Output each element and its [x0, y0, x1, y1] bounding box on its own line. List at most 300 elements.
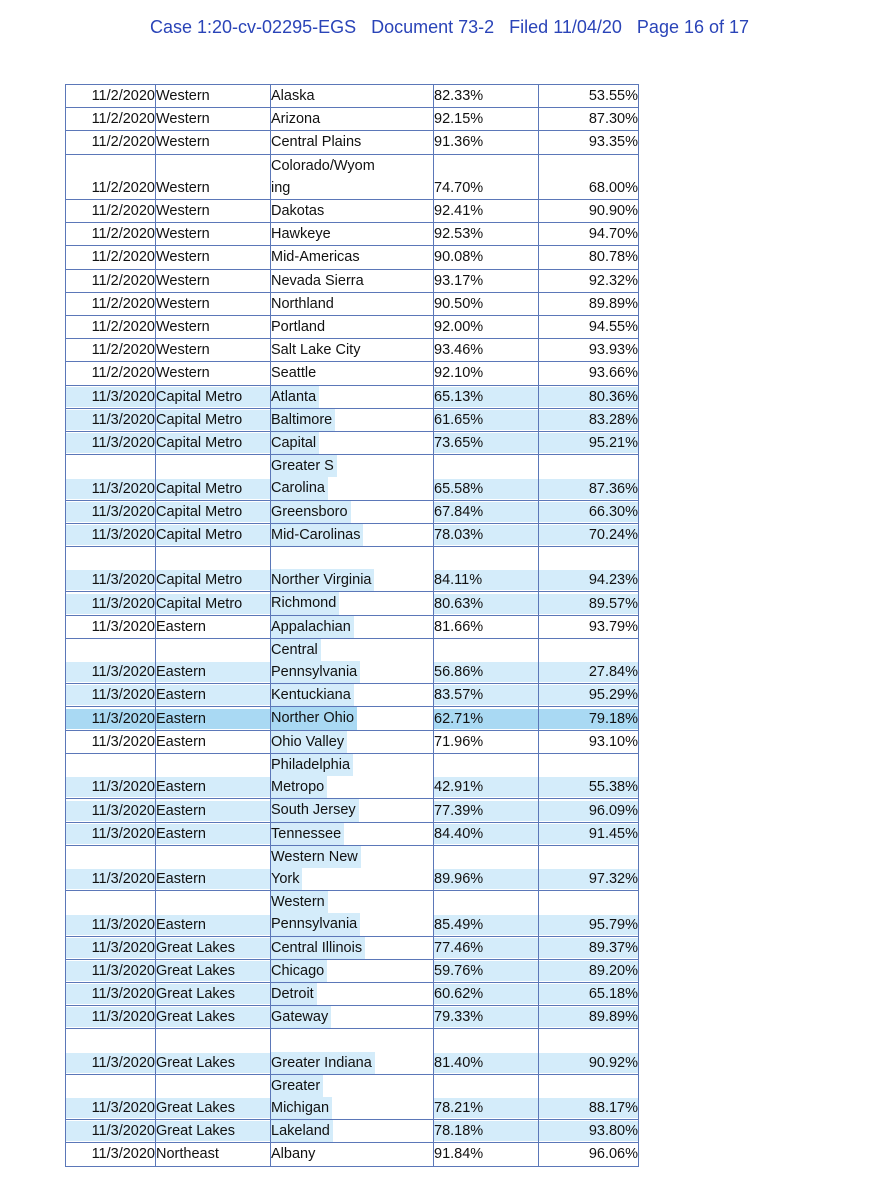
district-cell	[271, 638, 434, 683]
table-row	[66, 753, 639, 798]
district-line: Norther Virginia	[271, 569, 374, 591]
district-line: Mid-Carolinas	[271, 524, 363, 546]
district-line: Nevada Sierra	[271, 272, 364, 289]
cell-text: 11/3/2020	[66, 984, 155, 1004]
area-cell	[156, 799, 271, 822]
district-line: Alaska	[271, 88, 315, 104]
table-row	[66, 592, 639, 615]
cell-text: 89.96%	[434, 869, 538, 889]
percent-1-cell: 93.46%	[434, 339, 539, 362]
percent-1-cell	[434, 408, 539, 431]
district-cell	[271, 246, 434, 269]
area-cell	[156, 707, 271, 730]
area-cell: Western	[156, 339, 271, 362]
cell-text: 89.20%	[539, 961, 638, 981]
percent-2-cell	[539, 822, 639, 845]
cell-text: 67.84%	[434, 502, 538, 522]
cell-text: Great Lakes	[156, 1121, 270, 1141]
date-cell: 11/2/2020	[66, 362, 156, 385]
district-line: Chicago	[271, 960, 327, 982]
percent-2-cell	[539, 638, 639, 683]
cell-text: 97.32%	[539, 869, 638, 889]
cell-text: 11/3/2020	[66, 709, 155, 729]
date-cell	[66, 1029, 156, 1074]
percent-1-cell	[434, 707, 539, 730]
district-line: Pennsylvania	[271, 913, 360, 935]
date-cell	[66, 547, 156, 592]
percent-1-cell: 90.08%	[434, 246, 539, 269]
percent-1-cell	[434, 432, 539, 455]
percent-2-cell	[539, 432, 639, 455]
district-cell	[271, 730, 434, 753]
district-line: Arizona	[271, 111, 321, 128]
date-cell: 11/3/2020	[66, 615, 156, 638]
district-cell	[271, 85, 434, 108]
cell-text: 11/3/2020	[66, 479, 155, 499]
date-cell	[66, 891, 156, 936]
area-cell	[156, 982, 271, 1005]
percent-2-cell: 93.35%	[539, 131, 639, 154]
percent-2-cell: 89.89%	[539, 292, 639, 315]
area-cell: Western	[156, 362, 271, 385]
district-line: Lakeland	[271, 1120, 333, 1142]
district-line: Portland	[271, 319, 326, 336]
table-row	[66, 1074, 639, 1119]
date-cell: 11/2/2020	[66, 246, 156, 269]
cell-text: Eastern	[156, 709, 270, 729]
district-cell	[271, 707, 434, 730]
date-cell	[66, 408, 156, 431]
date-cell	[66, 592, 156, 615]
date-cell	[66, 707, 156, 730]
date-cell	[66, 1120, 156, 1143]
area-cell: Northeast	[156, 1143, 271, 1166]
cell-text: 11/3/2020	[66, 777, 155, 797]
date-cell	[66, 432, 156, 455]
area-cell	[156, 1120, 271, 1143]
district-line: Philadelphia	[271, 754, 353, 776]
percent-2-cell: 68.00%	[539, 154, 639, 199]
cell-text: Great Lakes	[156, 1007, 270, 1027]
district-line: Metropo	[271, 776, 327, 798]
area-cell	[156, 500, 271, 523]
table-row	[66, 684, 639, 707]
district-line: York	[271, 868, 302, 890]
area-cell: Western	[156, 108, 271, 131]
percent-2-cell: 94.70%	[539, 223, 639, 246]
cell-text: 87.36%	[539, 479, 638, 499]
district-cell	[271, 154, 434, 199]
district-line: Greensboro	[271, 501, 351, 523]
cell-text: 11/3/2020	[66, 662, 155, 682]
table-row	[66, 730, 639, 753]
percent-2-cell	[539, 385, 639, 408]
cell-text: 80.63%	[434, 594, 538, 614]
table-row	[66, 200, 639, 223]
district-line: Hawkeye	[271, 226, 331, 243]
percent-2-cell	[539, 707, 639, 730]
district-cell	[271, 592, 434, 615]
date-cell: 11/3/2020	[66, 1143, 156, 1166]
cell-text: 11/3/2020	[66, 801, 155, 821]
cell-text: 77.39%	[434, 801, 538, 821]
percent-1-cell: 91.84%	[434, 1143, 539, 1166]
cell-text: 11/3/2020	[66, 502, 155, 522]
percent-1-cell	[434, 638, 539, 683]
percent-1-cell	[434, 822, 539, 845]
district-cell	[271, 523, 434, 546]
percent-1-cell	[434, 799, 539, 822]
cell-text: 79.18%	[539, 709, 638, 729]
percent-1-cell	[434, 959, 539, 982]
date-cell	[66, 455, 156, 500]
area-cell	[156, 1029, 271, 1074]
cell-text: 11/3/2020	[66, 961, 155, 981]
cell-text: 56.86%	[434, 662, 538, 682]
area-cell	[156, 523, 271, 546]
percent-1-cell	[434, 684, 539, 707]
percent-1-cell: 92.10%	[434, 362, 539, 385]
percent-2-cell: 87.30%	[539, 108, 639, 131]
cell-text: 11/3/2020	[66, 1121, 155, 1141]
percent-2-cell	[539, 500, 639, 523]
cell-text: Eastern	[156, 777, 270, 797]
date-cell: 11/2/2020	[66, 200, 156, 223]
table-row	[66, 362, 639, 385]
cell-text: Capital Metro	[156, 502, 270, 522]
cell-text: Eastern	[156, 662, 270, 682]
district-line: Richmond	[271, 592, 339, 614]
table-row	[66, 959, 639, 982]
district-line: Pennsylvania	[271, 661, 360, 683]
district-cell	[271, 316, 434, 339]
percent-2-cell	[539, 845, 639, 890]
table-row	[66, 638, 639, 683]
district-cell	[271, 1074, 434, 1119]
area-cell	[156, 547, 271, 592]
cell-text: 91.45%	[539, 824, 638, 844]
area-cell: Western	[156, 85, 271, 108]
cell-text: 84.11%	[434, 570, 538, 590]
percent-1-cell: 91.36%	[434, 131, 539, 154]
cell-text: 89.57%	[539, 594, 638, 614]
cell-text: 11/3/2020	[66, 387, 155, 407]
date-cell	[66, 500, 156, 523]
cell-text: Great Lakes	[156, 961, 270, 981]
cell-text: Capital Metro	[156, 570, 270, 590]
district-cell	[271, 223, 434, 246]
district-cell	[271, 891, 434, 936]
cell-text: 11/3/2020	[66, 594, 155, 614]
percent-1-cell	[434, 1029, 539, 1074]
date-cell: 11/2/2020	[66, 108, 156, 131]
percent-1-cell	[434, 592, 539, 615]
date-cell: 11/3/2020	[66, 730, 156, 753]
table-row	[66, 707, 639, 730]
district-line: Greater	[271, 1075, 323, 1097]
table-row	[66, 269, 639, 292]
cell-text: 81.40%	[434, 1053, 538, 1073]
date-cell	[66, 385, 156, 408]
cell-text: 61.65%	[434, 410, 538, 430]
district-cell	[271, 799, 434, 822]
cell-text: Capital Metro	[156, 479, 270, 499]
cell-text: 11/3/2020	[66, 525, 155, 545]
table-row	[66, 385, 639, 408]
cell-text: Capital Metro	[156, 594, 270, 614]
date-cell	[66, 523, 156, 546]
table-row	[66, 316, 639, 339]
cell-text: 11/3/2020	[66, 570, 155, 590]
district-line: Detroit	[271, 983, 317, 1005]
cell-text: Eastern	[156, 915, 270, 935]
district-line: Tennessee	[271, 823, 344, 845]
table-row	[66, 131, 639, 154]
percent-2-cell	[539, 455, 639, 500]
document-header: Case 1:20-cv-02295-EGS Document 73-2 Filed 11/04/20 Page 16 of 17	[150, 17, 750, 37]
cell-text: Great Lakes	[156, 1098, 270, 1118]
district-line: Central Illinois	[271, 937, 365, 959]
table-row	[66, 223, 639, 246]
district-line: Atlanta	[271, 386, 319, 408]
percent-1-cell	[434, 547, 539, 592]
cell-text: 11/3/2020	[66, 1053, 155, 1073]
area-cell	[156, 891, 271, 936]
cell-text: 11/3/2020	[66, 433, 155, 453]
district-cell	[271, 292, 434, 315]
percent-2-cell: 92.32%	[539, 269, 639, 292]
table-body	[66, 85, 639, 1167]
area-cell	[156, 432, 271, 455]
cell-text: Capital Metro	[156, 387, 270, 407]
cell-text: 95.21%	[539, 433, 638, 453]
percent-2-cell: 93.10%	[539, 730, 639, 753]
cell-text: 73.65%	[434, 433, 538, 453]
district-line: Colorado/Wyom	[271, 157, 375, 174]
area-cell	[156, 638, 271, 683]
district-line: Greater Indiana	[271, 1052, 375, 1074]
percent-1-cell: 92.00%	[434, 316, 539, 339]
district-cell	[271, 547, 434, 592]
district-line: Capital	[271, 432, 319, 454]
district-line: Albany	[271, 1146, 316, 1163]
district-cell	[271, 131, 434, 154]
percent-2-cell	[539, 408, 639, 431]
percent-2-cell	[539, 592, 639, 615]
district-line: Greater S	[271, 455, 337, 477]
cell-text: 90.92%	[539, 1053, 638, 1073]
percent-1-cell: 81.66%	[434, 615, 539, 638]
district-cell	[271, 845, 434, 890]
cell-text: 59.76%	[434, 961, 538, 981]
date-cell	[66, 845, 156, 890]
cell-text: Eastern	[156, 685, 270, 705]
table-row	[66, 936, 639, 959]
district-line: Appalachian	[271, 616, 354, 638]
date-cell: 11/2/2020	[66, 316, 156, 339]
district-cell	[271, 500, 434, 523]
district-line: Michigan	[271, 1097, 332, 1119]
percent-2-cell: 94.55%	[539, 316, 639, 339]
district-cell	[271, 1143, 434, 1166]
area-cell: Western	[156, 316, 271, 339]
cell-text: 94.23%	[539, 570, 638, 590]
table-row	[66, 408, 639, 431]
percent-1-cell	[434, 1074, 539, 1119]
percent-1-cell	[434, 455, 539, 500]
percent-1-cell	[434, 1006, 539, 1029]
district-line: Seattle	[271, 365, 317, 382]
area-cell	[156, 959, 271, 982]
percent-1-cell: 92.41%	[434, 200, 539, 223]
area-cell: Eastern	[156, 730, 271, 753]
table-row	[66, 547, 639, 592]
cell-text: 78.03%	[434, 525, 538, 545]
area-cell: Eastern	[156, 615, 271, 638]
cell-text: 95.29%	[539, 685, 638, 705]
district-line: Carolina	[271, 477, 328, 499]
cell-text: 65.58%	[434, 479, 538, 499]
cell-text: 89.89%	[539, 1007, 638, 1027]
percent-1-cell	[434, 500, 539, 523]
area-cell: Western	[156, 200, 271, 223]
table-row	[66, 1143, 639, 1166]
cell-text: 60.62%	[434, 984, 538, 1004]
district-line: Mid-Americas	[271, 249, 360, 266]
cell-text: 88.17%	[539, 1098, 638, 1118]
district-line: Central	[271, 639, 321, 661]
date-cell: 11/2/2020	[66, 269, 156, 292]
cell-text: Eastern	[156, 824, 270, 844]
cell-text: 11/3/2020	[66, 915, 155, 935]
table-row	[66, 108, 639, 131]
table-row	[66, 500, 639, 523]
percent-2-cell	[539, 1029, 639, 1074]
percent-2-cell	[539, 799, 639, 822]
cell-text: 96.09%	[539, 801, 638, 821]
cell-text: Capital Metro	[156, 525, 270, 545]
area-cell: Western	[156, 246, 271, 269]
cell-text: 11/3/2020	[66, 1007, 155, 1027]
cell-text: 70.24%	[539, 525, 638, 545]
percent-2-cell	[539, 547, 639, 592]
percent-2-cell	[539, 753, 639, 798]
percent-2-cell: 93.79%	[539, 615, 639, 638]
district-cell	[271, 822, 434, 845]
district-line: Baltimore	[271, 409, 335, 431]
date-cell	[66, 822, 156, 845]
percent-1-cell	[434, 385, 539, 408]
table-row	[66, 85, 639, 108]
percent-1-cell: 90.50%	[434, 292, 539, 315]
area-cell: Western	[156, 154, 271, 199]
district-line	[271, 547, 278, 569]
district-line: Dakotas	[271, 203, 325, 220]
district-line: ing	[271, 179, 291, 196]
area-cell	[156, 385, 271, 408]
district-cell	[271, 432, 434, 455]
district-cell	[271, 108, 434, 131]
cell-text: 11/3/2020	[66, 824, 155, 844]
area-cell	[156, 822, 271, 845]
percent-2-cell: 93.93%	[539, 339, 639, 362]
date-cell	[66, 753, 156, 798]
cell-text: 66.30%	[539, 502, 638, 522]
cell-text: 55.38%	[539, 777, 638, 797]
table-row	[66, 292, 639, 315]
table-row	[66, 845, 639, 890]
date-cell	[66, 684, 156, 707]
table-row	[66, 154, 639, 199]
table-row	[66, 432, 639, 455]
district-line: Northland	[271, 295, 334, 312]
cell-text: 11/3/2020	[66, 869, 155, 889]
district-line: Central Plains	[271, 134, 362, 151]
percent-1-cell	[434, 523, 539, 546]
area-cell	[156, 592, 271, 615]
date-cell	[66, 936, 156, 959]
cell-text: 84.40%	[434, 824, 538, 844]
cell-text: Capital Metro	[156, 433, 270, 453]
percent-2-cell	[539, 1074, 639, 1119]
cell-text: 62.71%	[434, 709, 538, 729]
district-line: South Jersey	[271, 799, 359, 821]
date-cell	[66, 959, 156, 982]
district-line: Norther Ohio	[271, 707, 357, 729]
percent-1-cell	[434, 936, 539, 959]
date-cell	[66, 1074, 156, 1119]
percent-1-cell: 82.33%	[434, 85, 539, 108]
cell-text: 83.57%	[434, 685, 538, 705]
percent-1-cell: 92.15%	[434, 108, 539, 131]
cell-text: 78.18%	[434, 1121, 538, 1141]
date-cell: 11/2/2020	[66, 339, 156, 362]
district-cell	[271, 385, 434, 408]
table-row	[66, 339, 639, 362]
district-line	[271, 1029, 278, 1051]
table-row	[66, 246, 639, 269]
area-cell	[156, 1074, 271, 1119]
table-row	[66, 799, 639, 822]
district-cell	[271, 753, 434, 798]
cell-text: 89.37%	[539, 938, 638, 958]
percent-2-cell	[539, 936, 639, 959]
table-row	[66, 1029, 639, 1074]
cell-text: 65.13%	[434, 387, 538, 407]
percent-1-cell: 74.70%	[434, 154, 539, 199]
district-cell	[271, 408, 434, 431]
date-cell: 11/2/2020	[66, 154, 156, 199]
percent-1-cell	[434, 982, 539, 1005]
percent-2-cell	[539, 684, 639, 707]
percent-1-cell: 93.17%	[434, 269, 539, 292]
percent-2-cell	[539, 1120, 639, 1143]
percent-1-cell	[434, 1120, 539, 1143]
district-cell	[271, 959, 434, 982]
date-cell	[66, 638, 156, 683]
date-cell: 11/2/2020	[66, 131, 156, 154]
cell-text: Great Lakes	[156, 1053, 270, 1073]
date-cell: 11/2/2020	[66, 223, 156, 246]
date-cell	[66, 1006, 156, 1029]
district-cell	[271, 339, 434, 362]
percent-1-cell	[434, 891, 539, 936]
percent-2-cell: 93.66%	[539, 362, 639, 385]
cell-text: Eastern	[156, 801, 270, 821]
percent-2-cell: 80.78%	[539, 246, 639, 269]
date-cell: 11/2/2020	[66, 292, 156, 315]
area-cell	[156, 936, 271, 959]
